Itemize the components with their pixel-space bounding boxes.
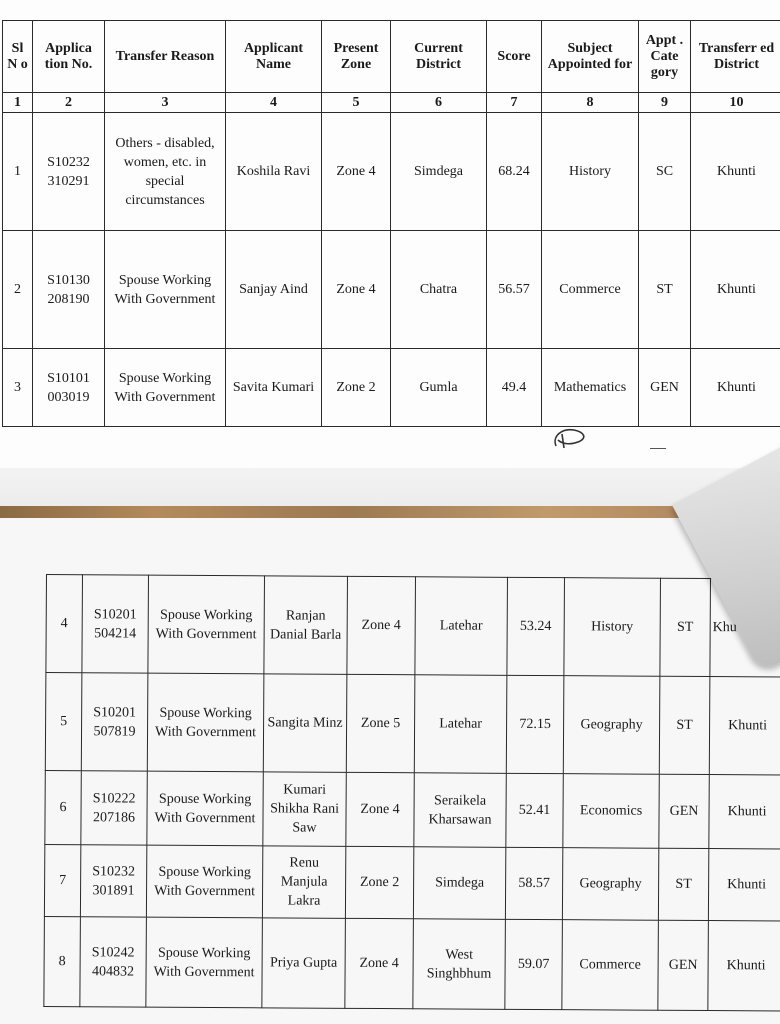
table-row	[3, 349, 780, 427]
cell-sl: 5	[45, 673, 82, 771]
transfer-table-part-1	[2, 20, 780, 427]
cell-name: Sangita Minz	[263, 674, 347, 773]
cell-reason: Spouse Working With Government	[147, 771, 263, 846]
cell-zone: Zone 4	[347, 576, 416, 674]
document-page-2	[0, 518, 780, 1024]
cell-district: Chatra	[391, 231, 487, 349]
cell-transferred: Khunti	[691, 113, 780, 231]
col-number: 1	[3, 93, 33, 113]
header-row	[3, 21, 780, 93]
cell-name: Renu Manjula Lakra	[262, 846, 345, 919]
cell-district: West Singhbhum	[413, 919, 506, 1010]
table-row	[44, 916, 780, 1011]
table-row	[44, 844, 780, 921]
cell-app-no: S10101 003019	[33, 349, 105, 427]
cell-category: ST	[639, 231, 691, 349]
cell-subject: Economics	[563, 774, 659, 849]
cell-reason: Others - disabled, women, etc. in special circumstances	[105, 113, 226, 231]
cell-transferred: Khunti	[691, 231, 780, 349]
cell-district: Simdega	[391, 113, 487, 231]
header-category: Appt . Cate gory	[639, 21, 691, 93]
cell-score: 58.57	[505, 847, 562, 919]
cell-sl: 7	[44, 844, 80, 916]
cell-score: 49.4	[487, 349, 542, 427]
cell-score: 59.07	[505, 919, 563, 1009]
cell-score: 53.24	[507, 577, 565, 675]
cell-zone: Zone 2	[345, 846, 413, 918]
cell-category: SC	[639, 113, 691, 231]
cell-name: Priya Gupta	[262, 918, 346, 1009]
cell-category: GEN	[658, 920, 709, 1010]
cell-district: Latehar	[414, 675, 507, 774]
cell-zone: Zone 4	[346, 772, 414, 846]
cell-score: 72.15	[506, 675, 564, 773]
document-page-1	[0, 0, 780, 468]
pen-dash-mark	[650, 448, 666, 449]
cell-category: ST	[659, 676, 710, 774]
cell-app-no: S10201 507819	[81, 673, 148, 771]
header-transferred-district: Transferr ed District	[691, 21, 780, 93]
cell-category: GEN	[639, 349, 691, 427]
cell-score: 68.24	[487, 113, 542, 231]
cell-reason: Spouse Working With Government	[148, 575, 265, 674]
cell-district: Gumla	[391, 349, 487, 427]
cell-subject: History	[542, 113, 639, 231]
cell-zone: Zone 2	[322, 349, 391, 427]
cell-app-no: S10201 504214	[82, 575, 149, 673]
cell-name: Savita Kumari	[226, 349, 322, 427]
col-number: 3	[105, 93, 226, 113]
header-score: Score	[487, 21, 542, 93]
cell-subject: Mathematics	[542, 349, 639, 427]
cell-reason: Spouse Working With Government	[146, 845, 262, 918]
table-row	[45, 770, 780, 849]
cell-subject: Geography	[562, 848, 658, 921]
cell-category: ST	[660, 578, 711, 676]
header-applicant-name: Applicant Name	[226, 21, 322, 93]
cell-name: Kumari Shikha Rani Saw	[263, 772, 346, 847]
cell-name: Ranjan Danial Barla	[264, 576, 348, 675]
cell-zone: Zone 5	[346, 674, 415, 772]
col-number: 4	[226, 93, 322, 113]
cell-score: 56.57	[487, 231, 542, 349]
cell-category: ST	[658, 848, 708, 920]
cell-app-no: S10232 310291	[33, 113, 105, 231]
cell-name: Koshila Ravi	[226, 113, 322, 231]
cell-zone: Zone 4	[322, 113, 391, 231]
cell-category: GEN	[659, 774, 709, 848]
cell-sl: 8	[44, 916, 81, 1006]
col-number: 9	[639, 93, 691, 113]
signature-mark	[548, 424, 592, 450]
cell-subject: Geography	[563, 676, 660, 775]
table-row	[46, 575, 780, 678]
cell-sl: 6	[45, 770, 81, 844]
table-row	[3, 231, 780, 349]
cell-app-no: S10232 301891	[80, 845, 146, 917]
col-number: 10	[691, 93, 780, 113]
col-number: 2	[33, 93, 105, 113]
col-number: 7	[487, 93, 542, 113]
transfer-table-part-2	[43, 574, 780, 1012]
header-present-zone: Present Zone	[322, 21, 391, 93]
cell-district: Latehar	[415, 577, 508, 676]
cell-transferred: Khunti	[708, 849, 780, 921]
cell-subject: History	[564, 578, 661, 677]
cell-app-no: S10222 207186	[81, 771, 147, 845]
cell-reason: Spouse Working With Government	[105, 231, 226, 349]
cell-app-no: S10130 208190	[33, 231, 105, 349]
cell-score: 52.41	[506, 773, 563, 847]
table-row	[45, 673, 780, 776]
cell-subject: Commerce	[542, 231, 639, 349]
cell-zone: Zone 4	[322, 231, 391, 349]
cell-sl: 2	[3, 231, 33, 349]
header-sl-no: Sl N o	[3, 21, 33, 93]
cell-subject: Commerce	[562, 920, 659, 1011]
cell-reason: Spouse Working With Government	[147, 673, 264, 772]
header-current-district: Current District	[391, 21, 487, 93]
cell-zone: Zone 4	[345, 918, 414, 1008]
cell-transferred: Khunti	[708, 921, 780, 1011]
cell-transferred: Khunti	[691, 349, 780, 427]
cell-transferred: Khunti	[709, 775, 780, 849]
table-row	[3, 113, 780, 231]
cell-reason: Spouse Working With Government	[146, 917, 263, 1008]
col-number: 8	[542, 93, 639, 113]
header-subject: Subject Appointed for	[542, 21, 639, 93]
cell-sl: 1	[3, 113, 33, 231]
page-gap	[0, 468, 780, 506]
cell-transferred: Khu	[710, 579, 780, 677]
header-transfer-reason: Transfer Reason	[105, 21, 226, 93]
cell-app-no: S10242 404832	[80, 917, 147, 1007]
cell-transferred: Khunti	[709, 677, 780, 775]
cell-sl: 3	[3, 349, 33, 427]
column-number-row	[3, 93, 780, 113]
cell-name: Sanjay Aind	[226, 231, 322, 349]
cell-reason: Spouse Working With Government	[105, 349, 226, 427]
col-number: 6	[391, 93, 487, 113]
col-number: 5	[322, 93, 391, 113]
cell-district: Simdega	[413, 847, 505, 920]
cell-district: Seraikela Kharsawan	[414, 773, 506, 848]
cell-sl: 4	[46, 575, 83, 673]
header-application-no: Applica tion No.	[33, 21, 105, 93]
